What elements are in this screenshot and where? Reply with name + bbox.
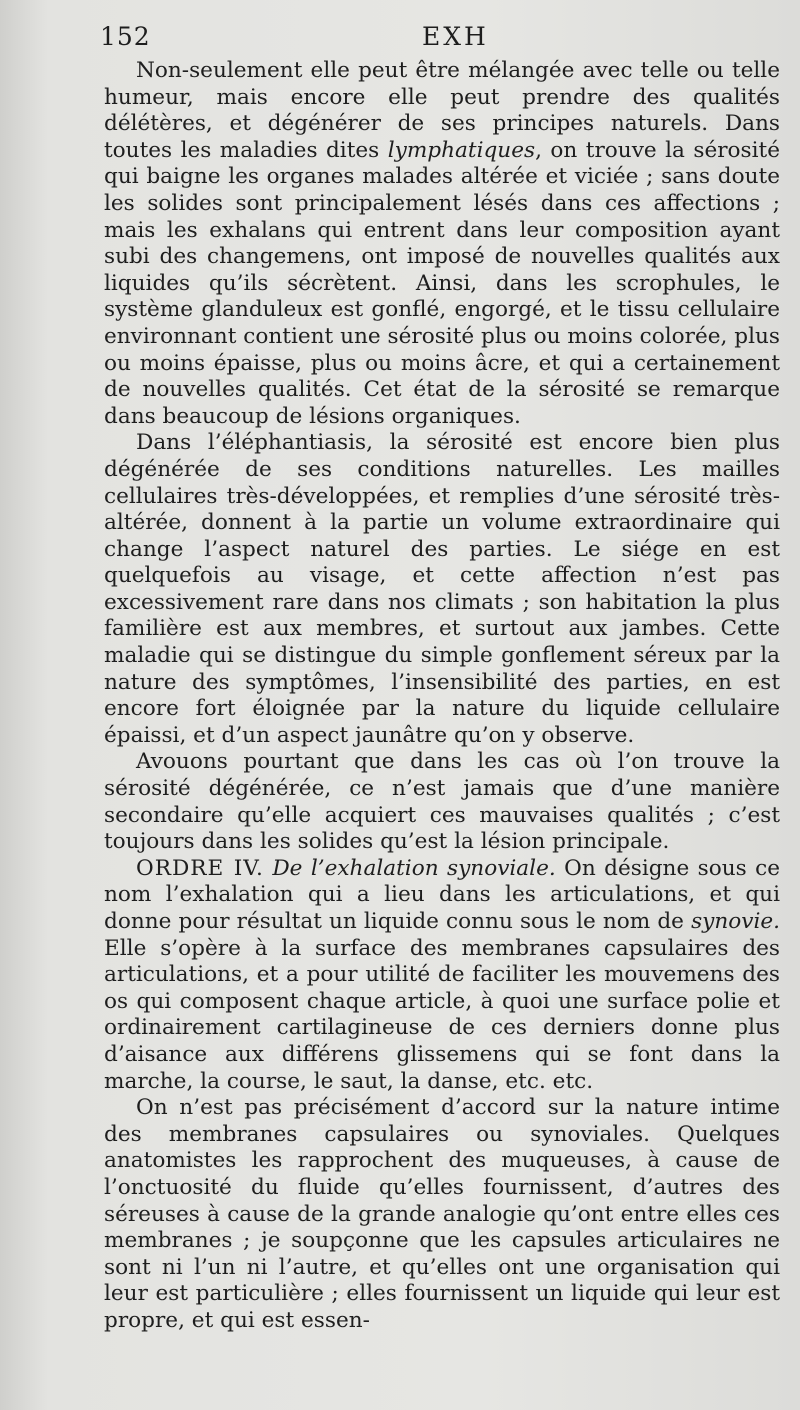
italic-term: lymphatiques <box>387 137 536 163</box>
paragraph-5 <box>104 1095 780 1334</box>
text-run: Dans l’éléphantiasis, la sérosité est encore bien plus dégénérée de ses conditions naturelles. Les mailles cellulaires très-développées, et remplies d’une sérosité très-altérée, donnent à la partie un volume extraordinaire qui change l’aspect naturel des parties. Le siége en est quelquefois au visage, et cette affection n’est pas excessivement rare dans nos climats ; son habitation la plus familière est aux membres, et surtout aux jambes. Cette maladie qui se distingue du simple gonflement séreux par la nature des symptômes, l’insensibilité des parties, en est encore fort éloignée par la nature du liquide cellulaire épaissi, et d’un aspect jaunâtre qu’on y observe. <box>104 430 780 748</box>
text-run: Elle s’opère à la surface des membranes capsulaires des articulations, et a pour utilité de faciliter les mouvemens des os qui composent chaque article, à quoi une surface polie et ordinairement cartilagineuse de ces derniers donne plus d’aisance aux différens glissemens qui se font dans la marche, la course, le saut, la danse, etc. etc. <box>104 935 780 1094</box>
order-label: ORDRE IV. <box>136 855 264 881</box>
paragraph-2 <box>104 430 780 749</box>
text-run: On désigne sous ce nom l’exhalation qui a lieu dans les articulations, et qui donne pour résultat un liquide connu sous le nom de <box>104 855 780 934</box>
paragraph-3 <box>104 749 780 855</box>
page-number: 152 <box>100 22 151 51</box>
body-text <box>104 58 780 1335</box>
text-run: On n’est pas précisément d’accord sur la nature intime des membranes capsulaires ou synoviales. Quelques anatomistes les rapprochent des muqueuses, à cause de l’onctuosité du fluide qu’elles fournissent, d’autres des séreuses à cause de la grande analogie qu’ont entre elles ces membranes ; je soupçonne que les capsules articulaires ne sont ni l’un ni l’autre, et qu’elles ont une organisation qui leur est particulière ; elles fournissent un liquide qui leur est propre, et qui est essen- <box>104 1095 780 1333</box>
section-title: De l’exhalation synoviale. <box>272 855 556 881</box>
text-run: Avouons pourtant que dans les cas où l’on trouve la sérosité dégénérée, ce n’est jamais que d’une manière secondaire qu’elle acquiert ces mauvaises qualités ; c’est toujours dans les solides qu’est la lésion principale. <box>104 749 780 855</box>
paragraph-4 <box>104 856 780 1095</box>
text-run: Non-seulement elle peut être mélangée avec telle ou telle humeur, mais encore elle peut prendre des qualités délétères, et dégénérer de ses principes naturels. Dans toutes les maladies dites <box>104 58 780 163</box>
paragraph-1 <box>104 58 780 430</box>
text-run: , on trouve la sérosité qui baigne les organes malades altérée et viciée ; sans doute les solides sont principalement lésés dans ces affections ; mais les exhalans qui entrent dans leur composition ayant subi des changemens, ont imposé de nouvelles qualités aux liquides qu’ils sécrètent. Ainsi, dans les scrophules, le système glanduleux est gonflé, engorgé, et le tissu cellulaire environnant contient une sérosité plus ou moins colorée, plus ou moins épaisse, plus ou moins âcre, et qui a certainement de nouvelles qualités. Cet état de la sérosité se remarque dans beaucoup de lésions organiques. <box>104 137 780 429</box>
page-header <box>100 22 780 54</box>
running-head: EXH <box>422 22 489 51</box>
italic-term: synovie. <box>691 909 780 934</box>
